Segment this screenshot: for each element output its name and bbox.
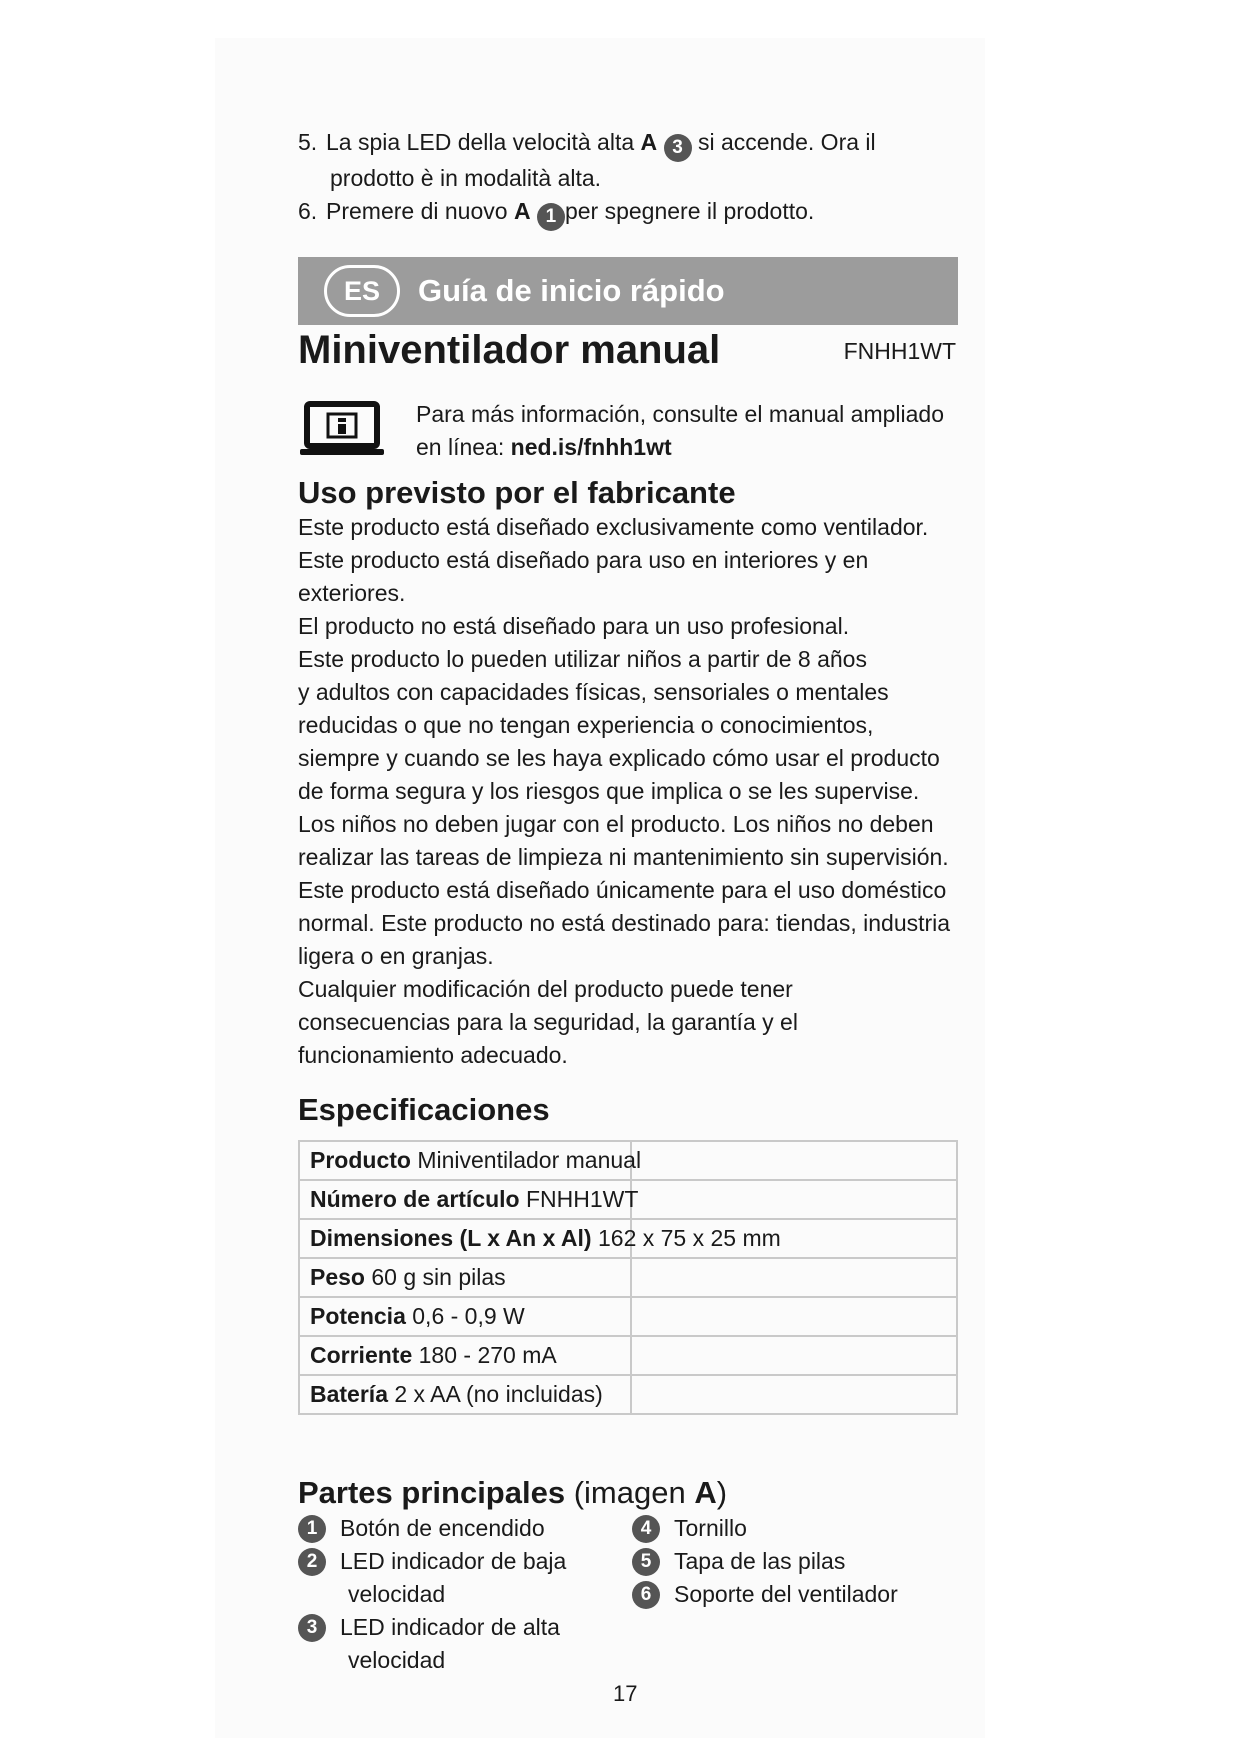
text-line: reducidas o que no tengan experiencia o conocimientos, bbox=[298, 712, 874, 738]
part-label: LED indicador de baja bbox=[340, 1548, 567, 1574]
specs-heading: Especificaciones bbox=[298, 1092, 550, 1127]
spec-label: Potencia bbox=[310, 1303, 406, 1329]
spec-row bbox=[299, 1141, 957, 1180]
spec-value: Miniventilador manual bbox=[417, 1147, 642, 1173]
spec-label: Producto bbox=[310, 1147, 411, 1173]
step-6: 6. Premere di nuovo A 1 per spegnere il prodotto. bbox=[298, 195, 958, 231]
text-line: ligera o en granjas. bbox=[298, 943, 494, 969]
part-label: Botón de encendido bbox=[340, 1515, 545, 1541]
text-line: funcionamiento adecuado. bbox=[298, 1042, 568, 1068]
spec-label: Dimensiones (L x An x Al) bbox=[310, 1225, 592, 1251]
laptop-info-icon bbox=[298, 400, 386, 458]
page-title: Miniventilador manual bbox=[298, 328, 721, 372]
spec-row bbox=[299, 1297, 957, 1336]
text-line: Este producto está diseñado únicamente para el uso doméstico bbox=[298, 877, 947, 903]
language-badge: ES bbox=[324, 265, 400, 317]
intended-use-text bbox=[298, 511, 960, 1072]
text-line: siempre y cuando se les haya explicado cómo usar el producto bbox=[298, 745, 940, 771]
part-item bbox=[298, 1545, 566, 1611]
part-number-badge: 1 bbox=[298, 1515, 326, 1543]
text-line: Los niños no deben jugar con el producto. Los niños no deben bbox=[298, 811, 934, 837]
text-line: Este producto está diseñado para uso en interiores y en bbox=[298, 547, 869, 573]
text-line: consecuencias para la seguridad, la garantía y el bbox=[298, 1009, 798, 1035]
part-item bbox=[298, 1512, 566, 1545]
spec-value: 162 x 75 x 25 mm bbox=[597, 1225, 781, 1251]
info-text: Para más información, consulte el manual ampliado en línea: ned.is/fnhh1wt bbox=[416, 401, 944, 460]
spec-value: 60 g sin pilas bbox=[371, 1264, 506, 1290]
part-label: Tornillo bbox=[674, 1515, 747, 1541]
figure-ref-letter: A bbox=[513, 198, 531, 224]
part-number-badge: 2 bbox=[298, 1548, 326, 1576]
parts-heading: Partes principales (imagen A) bbox=[298, 1475, 728, 1510]
part-label-cont: velocidad bbox=[348, 1647, 446, 1673]
text-line: de forma segura y los riesgos que implica o se les supervise. bbox=[298, 778, 920, 804]
banner-title: Guía de inicio rápido bbox=[418, 273, 725, 308]
text-line: El producto no está diseñado para un uso profesional. bbox=[298, 613, 850, 639]
spec-row bbox=[299, 1375, 957, 1414]
spec-value: FNHH1WT bbox=[526, 1186, 639, 1212]
part-number-badge: 5 bbox=[632, 1548, 660, 1576]
parts-list-right bbox=[632, 1512, 898, 1611]
part-item bbox=[632, 1512, 898, 1545]
spec-label: Número de artículo bbox=[310, 1186, 520, 1212]
spec-row bbox=[299, 1336, 957, 1375]
title-row bbox=[298, 328, 958, 373]
figure-ref-letter: A bbox=[640, 129, 658, 155]
spec-label: Peso bbox=[310, 1264, 365, 1290]
online-manual-info bbox=[298, 398, 958, 468]
callout-badge: 3 bbox=[664, 134, 692, 162]
part-item bbox=[298, 1611, 566, 1677]
text-line: normal. Este producto no está destinado para: tiendas, industria bbox=[298, 910, 951, 936]
text-line: realizar las tareas de limpieza ni mantenimiento sin supervisión. bbox=[298, 844, 949, 870]
part-item bbox=[632, 1578, 898, 1611]
text-line: Este producto está diseñado exclusivamente como ventilador. bbox=[298, 514, 929, 540]
italian-steps bbox=[298, 126, 958, 231]
part-label: LED indicador de alta bbox=[340, 1614, 560, 1640]
part-number-badge: 6 bbox=[632, 1581, 660, 1609]
spec-value: 2 x AA (no incluidas) bbox=[394, 1381, 603, 1407]
part-label: Tapa de las pilas bbox=[674, 1548, 846, 1574]
page-number: 17 bbox=[613, 1681, 638, 1706]
part-number-badge: 4 bbox=[632, 1515, 660, 1543]
parts-list-left bbox=[298, 1512, 566, 1677]
step-5: 5. La spia LED della velocità alta A 3 si accende. Ora il prodotto è in modalità alta. bbox=[298, 129, 876, 191]
text-line: Este producto lo pueden utilizar niños a partir de 8 años bbox=[298, 646, 867, 672]
text-line: y adultos con capacidades físicas, sensoriales o mentales bbox=[298, 679, 889, 705]
spec-value: 180 - 270 mA bbox=[418, 1342, 557, 1368]
spec-row bbox=[299, 1180, 957, 1219]
spec-label: Corriente bbox=[310, 1342, 413, 1368]
model-number: FNHH1WT bbox=[843, 338, 956, 364]
callout-badge: 1 bbox=[537, 203, 565, 231]
part-label-cont: velocidad bbox=[348, 1581, 446, 1607]
specs-table bbox=[298, 1140, 958, 1415]
text-line: Cualquier modificación del producto puede tener bbox=[298, 976, 793, 1002]
text-line: exteriores. bbox=[298, 580, 406, 606]
manual-link[interactable]: ned.is/fnhh1wt bbox=[510, 434, 672, 460]
spec-row bbox=[299, 1258, 957, 1297]
spec-row bbox=[299, 1219, 957, 1258]
part-item bbox=[632, 1545, 898, 1578]
part-number-badge: 3 bbox=[298, 1614, 326, 1642]
intended-use-section bbox=[298, 475, 960, 1072]
spec-label: Batería bbox=[310, 1381, 388, 1407]
specs-section bbox=[298, 1092, 960, 1415]
intended-use-heading: Uso previsto por el fabricante bbox=[298, 475, 736, 510]
spec-value: 0,6 - 0,9 W bbox=[412, 1303, 525, 1329]
language-banner bbox=[298, 257, 958, 325]
part-label: Soporte del ventilador bbox=[674, 1581, 898, 1607]
